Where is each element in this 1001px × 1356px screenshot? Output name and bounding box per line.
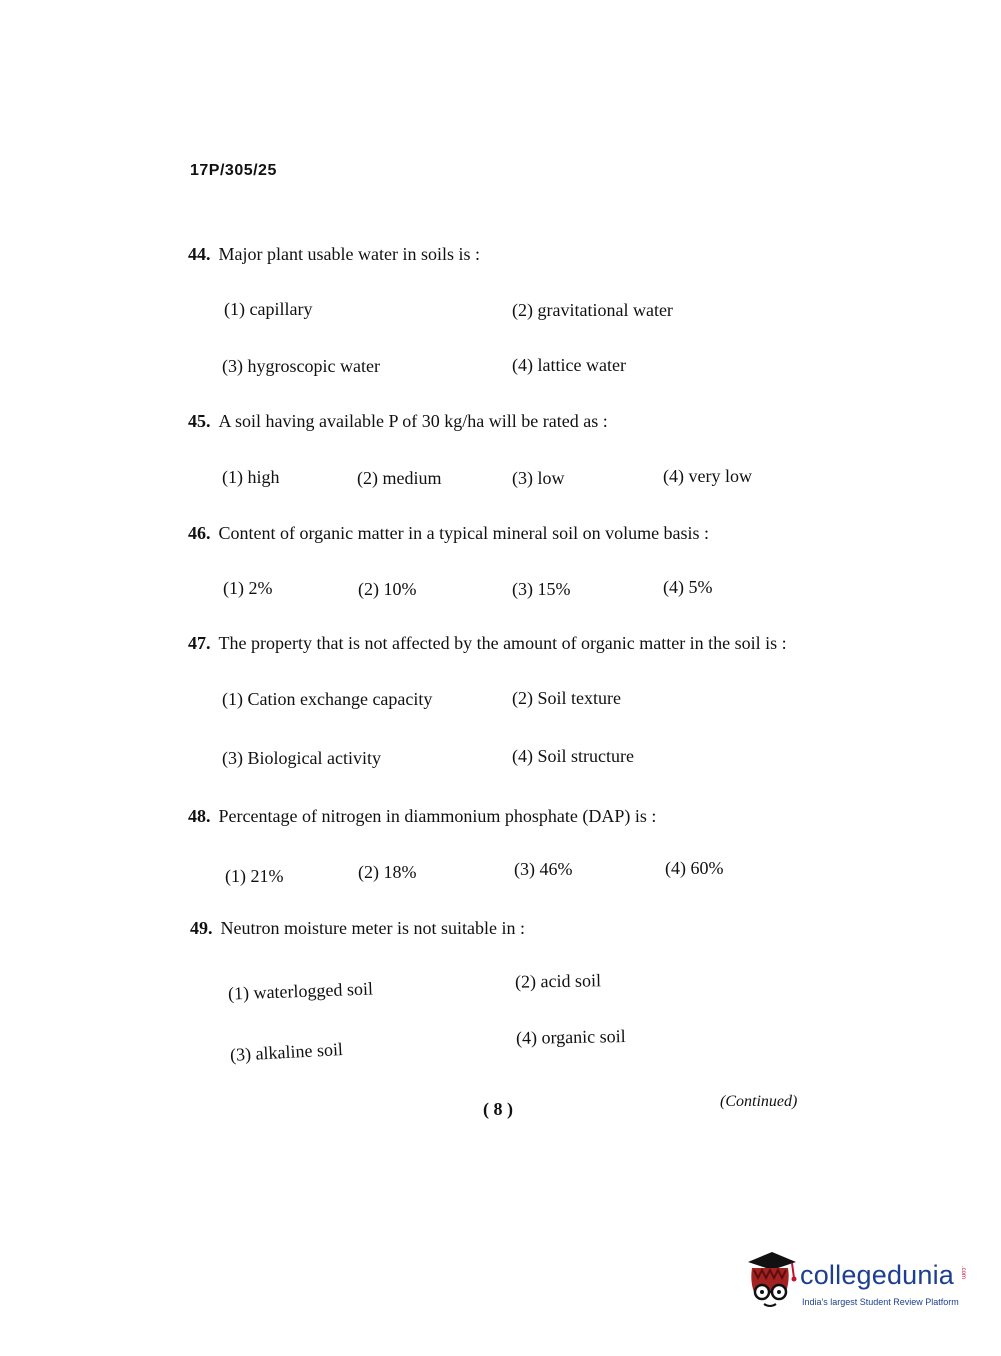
question-45: [188, 411, 608, 432]
paper-code: 17P/305/25: [190, 162, 277, 179]
question-46: [188, 523, 709, 544]
q46-option-4: (4) 5%: [663, 577, 713, 597]
q48-option-4: (4) 60%: [665, 858, 724, 878]
q45-option-3: (3) low: [512, 468, 565, 488]
q49-option-2: (2) acid soil: [514, 970, 602, 992]
q44-option-1: (1) capillary: [224, 299, 313, 319]
logo-tagline: India's largest Student Review Platform: [802, 1297, 959, 1307]
q47-option-2: (2) Soil texture: [512, 688, 621, 708]
collegedunia-logo: [742, 1248, 972, 1312]
q48-option-3: (3) 46%: [514, 859, 573, 879]
q46-option-3: (3) 15%: [512, 579, 571, 599]
question-47: [188, 633, 787, 654]
question-text: Neutron moisture meter is not suitable in :: [220, 918, 525, 938]
continued-label: (Continued): [720, 1093, 798, 1110]
q44-option-3: (3) hygroscopic water: [222, 356, 380, 376]
q46-option-1: (1) 2%: [223, 578, 273, 598]
q47-option-4: (4) Soil structure: [512, 746, 634, 766]
logo-wordmark: collegedunia: [800, 1260, 955, 1290]
q45-option-1: (1) high: [222, 467, 280, 487]
question-number: 49.: [190, 918, 213, 938]
question-44: [188, 244, 480, 265]
question-text: Major plant usable water in soils is :: [218, 244, 480, 264]
q49-option-1: (1) waterlogged soil: [227, 978, 374, 1004]
logo-domain: .com: [960, 1266, 966, 1280]
q44-option-4: (4) lattice water: [512, 355, 626, 375]
question-number: 46.: [188, 523, 211, 543]
q49-option-4: (4) organic soil: [515, 1026, 626, 1048]
q49-option-3: (3) alkaline soil: [229, 1039, 344, 1065]
question-48: [188, 806, 656, 827]
question-number: 47.: [188, 633, 211, 653]
question-text: A soil having available P of 30 kg/ha will be rated as :: [218, 411, 608, 431]
question-text: The property that is not affected by the amount of organic matter in the soil is :: [218, 633, 787, 653]
q47-option-3: (3) Biological activity: [222, 748, 381, 768]
q45-option-2: (2) medium: [357, 468, 442, 488]
question-number: 45.: [188, 411, 211, 431]
q48-option-1: (1) 21%: [225, 866, 284, 886]
question-text: Percentage of nitrogen in diammonium phosphate (DAP) is :: [218, 806, 657, 826]
question-text: Content of organic matter in a typical mineral soil on volume basis :: [218, 523, 710, 543]
q46-option-2: (2) 10%: [358, 579, 417, 599]
q44-option-2: (2) gravitational water: [512, 300, 673, 320]
question-number: 44.: [188, 244, 211, 264]
q45-option-4: (4) very low: [663, 466, 752, 486]
question-number: 48.: [188, 806, 211, 826]
mascot-icon: [742, 1248, 800, 1312]
q47-option-1: (1) Cation exchange capacity: [222, 689, 433, 709]
q48-option-2: (2) 18%: [358, 862, 417, 882]
page-number: ( 8 ): [483, 1099, 513, 1119]
question-49: [190, 918, 525, 939]
